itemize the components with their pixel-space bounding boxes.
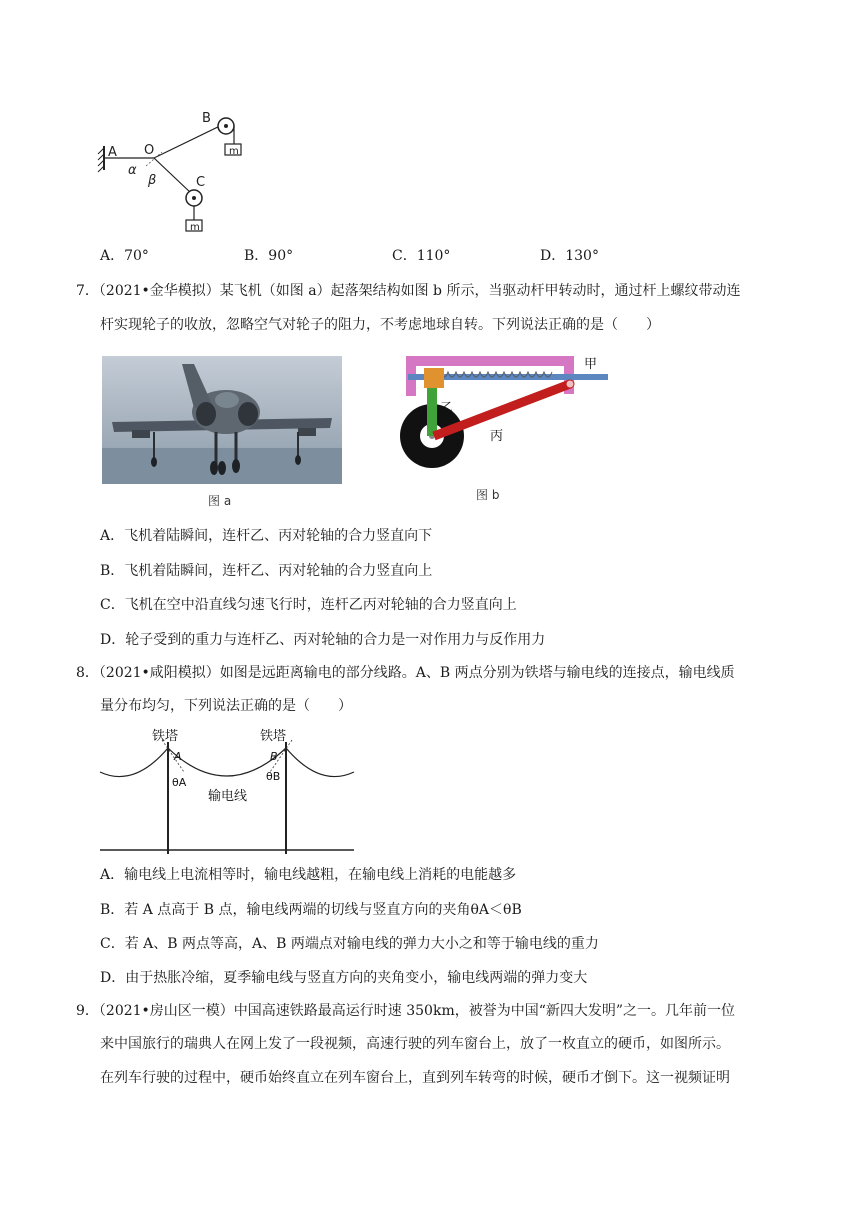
label-tower-left: 铁塔 — [152, 729, 179, 744]
q9-line-3: 在列车行驶的过程中，硬币始终直立在列车窗台上，直到列车转弯的时候，硬币才倒下。这一视频证明 — [100, 1070, 730, 1086]
label-wire: 输电线 — [208, 789, 248, 804]
label-theta-b: θB — [266, 770, 281, 783]
q6-option-a: A．70° — [100, 248, 149, 264]
q6-option-d: D．130° — [540, 248, 599, 264]
q7-option-b: B．飞机着陆瞬间，连杆乙、丙对轮轴的合力竖直向上 — [100, 563, 433, 579]
label-O: O — [144, 143, 155, 158]
q7-option-c: C．飞机在空中沿直线匀速飞行时，连杆乙丙对轮轴的合力竖直向上 — [100, 597, 517, 613]
q7-line-1: 7．（2021•金华模拟）某飞机（如图 a）起落架结构如图 b 所示，当驱动杆甲转动时，通过杆上螺纹带动连 — [76, 283, 741, 299]
q8-option-d: D．由于热胀冷缩，夏季输电线与竖直方向的夹角变小，输电线两端的弹力变大 — [100, 970, 588, 986]
figure-a-caption: 图 a — [208, 494, 232, 508]
label-point-a: A — [174, 750, 182, 763]
power-line-figure — [98, 726, 356, 856]
q6-option-b: B．90° — [244, 248, 294, 264]
q9-line-1: 9．（2021•房山区一模）中国高速铁路最高运行时速 350km，被誉为中国“新四大发明”之一。几年前一位 — [76, 1003, 736, 1019]
figure-b-caption: 图 b — [476, 488, 500, 502]
pulley-figure — [96, 108, 256, 236]
label-tower-right: 铁塔 — [260, 729, 287, 744]
label-yi: 乙 — [440, 401, 454, 416]
label-point-b: B — [270, 750, 278, 763]
q9-line-2: 来中国旅行的瑞典人在网上发了一段视频，高速行驶的列车窗台上，放了一枚直立的硬币，如图所示。 — [100, 1036, 730, 1052]
q7-option-d: D．轮子受到的重力与连杆乙、丙对轮轴的合力是一对作用力与反作用力 — [100, 632, 546, 648]
aircraft-photo — [102, 356, 342, 484]
q7-line-2: 杆实现轮子的收放，忽略空气对轮子的阻力，不考虑地球自转。下列说法正确的是（ ） — [100, 317, 660, 333]
label-theta-a: θA — [172, 776, 187, 789]
q8-line-2: 量分布均匀，下列说法正确的是（ ） — [100, 698, 352, 714]
q8-option-a: A．输电线上电流相等时，输电线越粗，在输电线上消耗的电能越多 — [100, 867, 517, 883]
q8-option-c: C．若 A、B 两点等高，A、B 两端点对输电线的弹力大小之和等于输电线的重力 — [100, 936, 599, 952]
label-C: C — [196, 175, 206, 190]
label-bing: 丙 — [490, 429, 504, 444]
label-m1: m — [229, 146, 239, 157]
q8-option-b: B．若 A 点高于 B 点，输电线两端的切线与竖直方向的夹角θA＜θB — [100, 902, 522, 918]
label-B: B — [202, 111, 211, 126]
label-m2: m — [190, 222, 200, 233]
q6-option-c: C．110° — [392, 248, 451, 264]
label-alpha: α — [128, 163, 137, 178]
landing-gear-diagram — [400, 354, 612, 482]
label-jia: 甲 — [584, 357, 598, 372]
label-A: A — [108, 145, 117, 160]
q7-option-a: A．飞机着陆瞬间，连杆乙、丙对轮轴的合力竖直向下 — [100, 528, 433, 544]
q8-line-1: 8．（2021•咸阳模拟）如图是远距离输电的部分线路。A、B 两点分别为铁塔与输电线的连接点，输电线质 — [76, 665, 735, 681]
label-beta: β — [148, 173, 157, 188]
